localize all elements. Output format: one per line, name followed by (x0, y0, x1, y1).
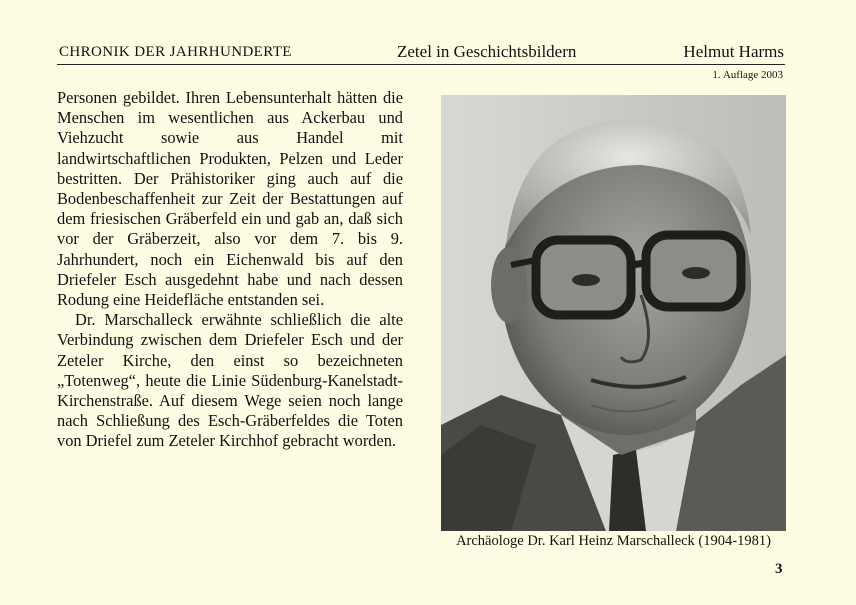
body-text (57, 88, 403, 452)
paragraph: Dr. Marschalleck erwähnte schließlich die alte Verbindung zwischen dem Driefeler Esch und der Zeteler Kirche, den einst so bezeichneten „Totenweg“, heute die Linie Südenburg-Kanelstadt-Kirchenstraße. Auf diesem Wege seien noch lange nach Schließung des Esch-Gräberfeldes die Toten von Driefel zum Zeteler Kirchhof gebracht worden. (57, 310, 403, 451)
paragraph: Personen gebildet. Ihren Lebensunterhalt hätten die Menschen im wesentlichen aus Ackerbau und Viehzucht sowie aus Handel mit landwirtschaftlichen Produkten, Pelzen und Leder bestritten. Der Prähistoriker ging auch auf die Bodenbeschaffenheit zur Zeit der Bestattungen auf dem friesischen Gräberfeld ein und gab an, daß sich vor der Gräberzeit, also vor dem 7. bis 9. Jahrhundert, noch ein Eichenwald bis auf den Driefeler Esch ausgedehnt habe und nach dessen Rodung eine Heidefläche entstanden sei. (57, 88, 403, 310)
edition-note: 1. Auflage 2003 (712, 69, 783, 81)
page-number: 3 (775, 561, 783, 577)
author-name: Helmut Harms (683, 42, 784, 61)
book-title: Zetel in Geschichtsbildern (397, 42, 577, 61)
series-title: CHRONIK DER JAHRHUNDERTE (59, 44, 292, 60)
photo-caption: Archäologe Dr. Karl Heinz Marschalleck (1904-1981) (456, 533, 771, 549)
running-header (57, 42, 785, 65)
portrait-photo (441, 95, 786, 531)
